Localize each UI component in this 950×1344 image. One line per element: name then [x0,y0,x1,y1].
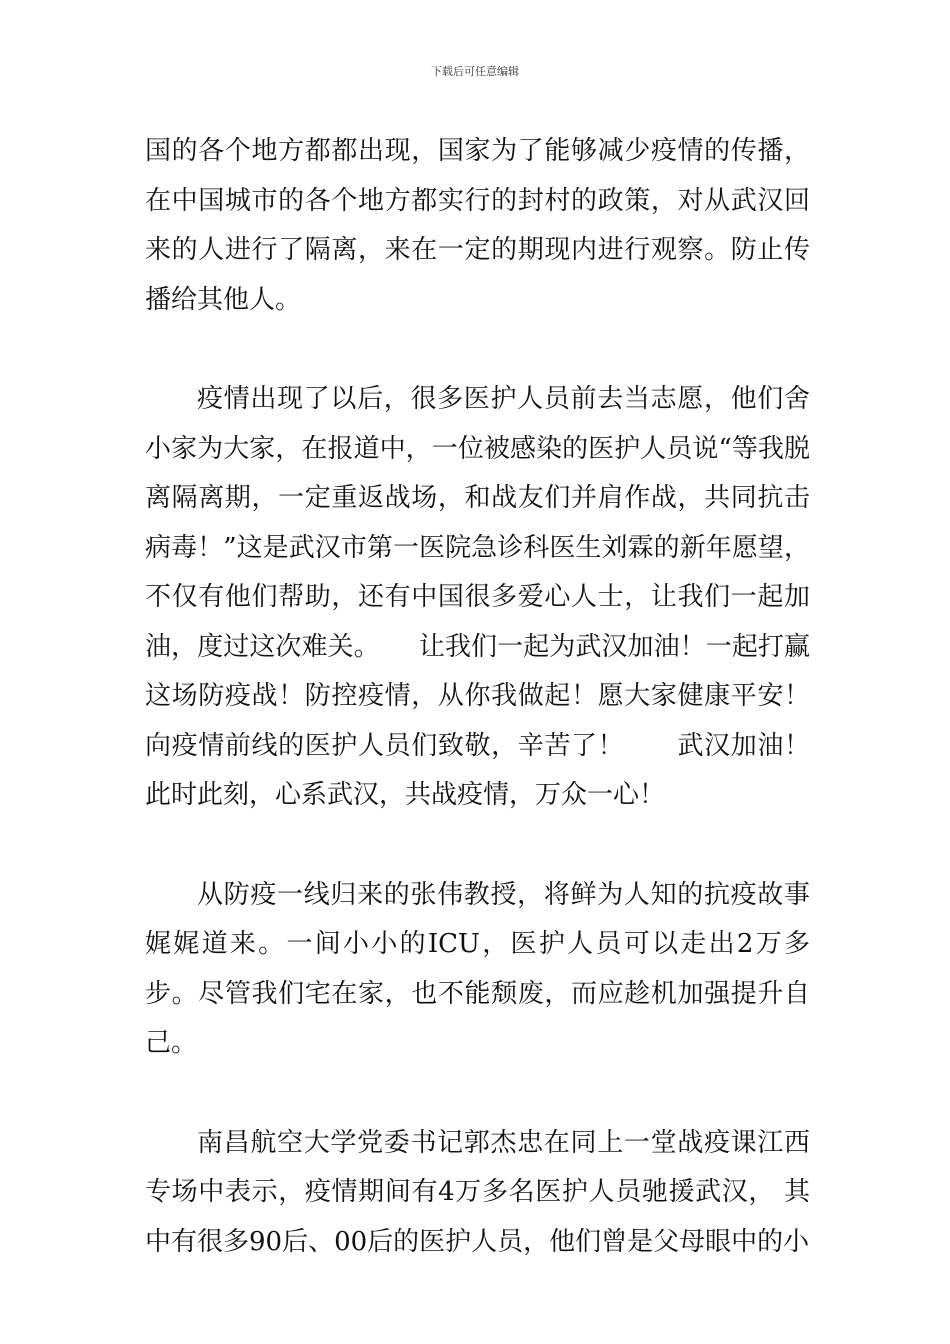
paragraph-3: 从防疫一线归来的张伟教授，将鲜为人知的抗疫故事娓娓道来。一间小小的ICU，医护人员可以走出2万多步。尽管我们宅在家，也不能颓废，而应趁机加强提升自己。 [145,879,810,1058]
paragraph-4: 南昌航空大学党委书记郭杰忠在同上一堂战疫课江西专场中表示，疫情期间有4万多名医护人员驰援武汉， 其中有很多90后、00后的医护人员，他们曾是父母眼中的小 [145,1127,810,1257]
page-header: 下载后可任意编辑 [431,65,519,78]
paragraph-2: 疫情出现了以后，很多医护人员前去当志愿，他们舍小家为大家，在报道中，一位被感染的医护人员说“等我脱离隔离期，一定重返战场，和战友们并肩作战，共同抗击病毒！”这是武汉市第一医院急诊科医生刘霖的新年愿望，不仅有他们帮助，还有中国很多爱心人士，让我们一起加油，度过这次难关。 让我们一起为武汉加油！一起打赢这场防疫战！防控疫情，从你我做起！愿大家健康平安！向疫情前线的医护人员们致敬，辛苦了！ 武汉加油！此时此刻，心系武汉，共战疫情，万众一心！ [145,384,810,810]
paragraph-gap [145,1069,810,1119]
paragraph-gap [145,325,810,375]
paragraph-1: 国的各个地方都都出现，国家为了能够减少疫情的传播，在中国城市的各个地方都实行的封村的政策，对从武汉回来的人进行了隔离，来在一定的期现内进行观察。防止传播给其他人。 [145,136,810,315]
paragraph-gap [145,821,810,871]
document-body [145,127,810,1267]
